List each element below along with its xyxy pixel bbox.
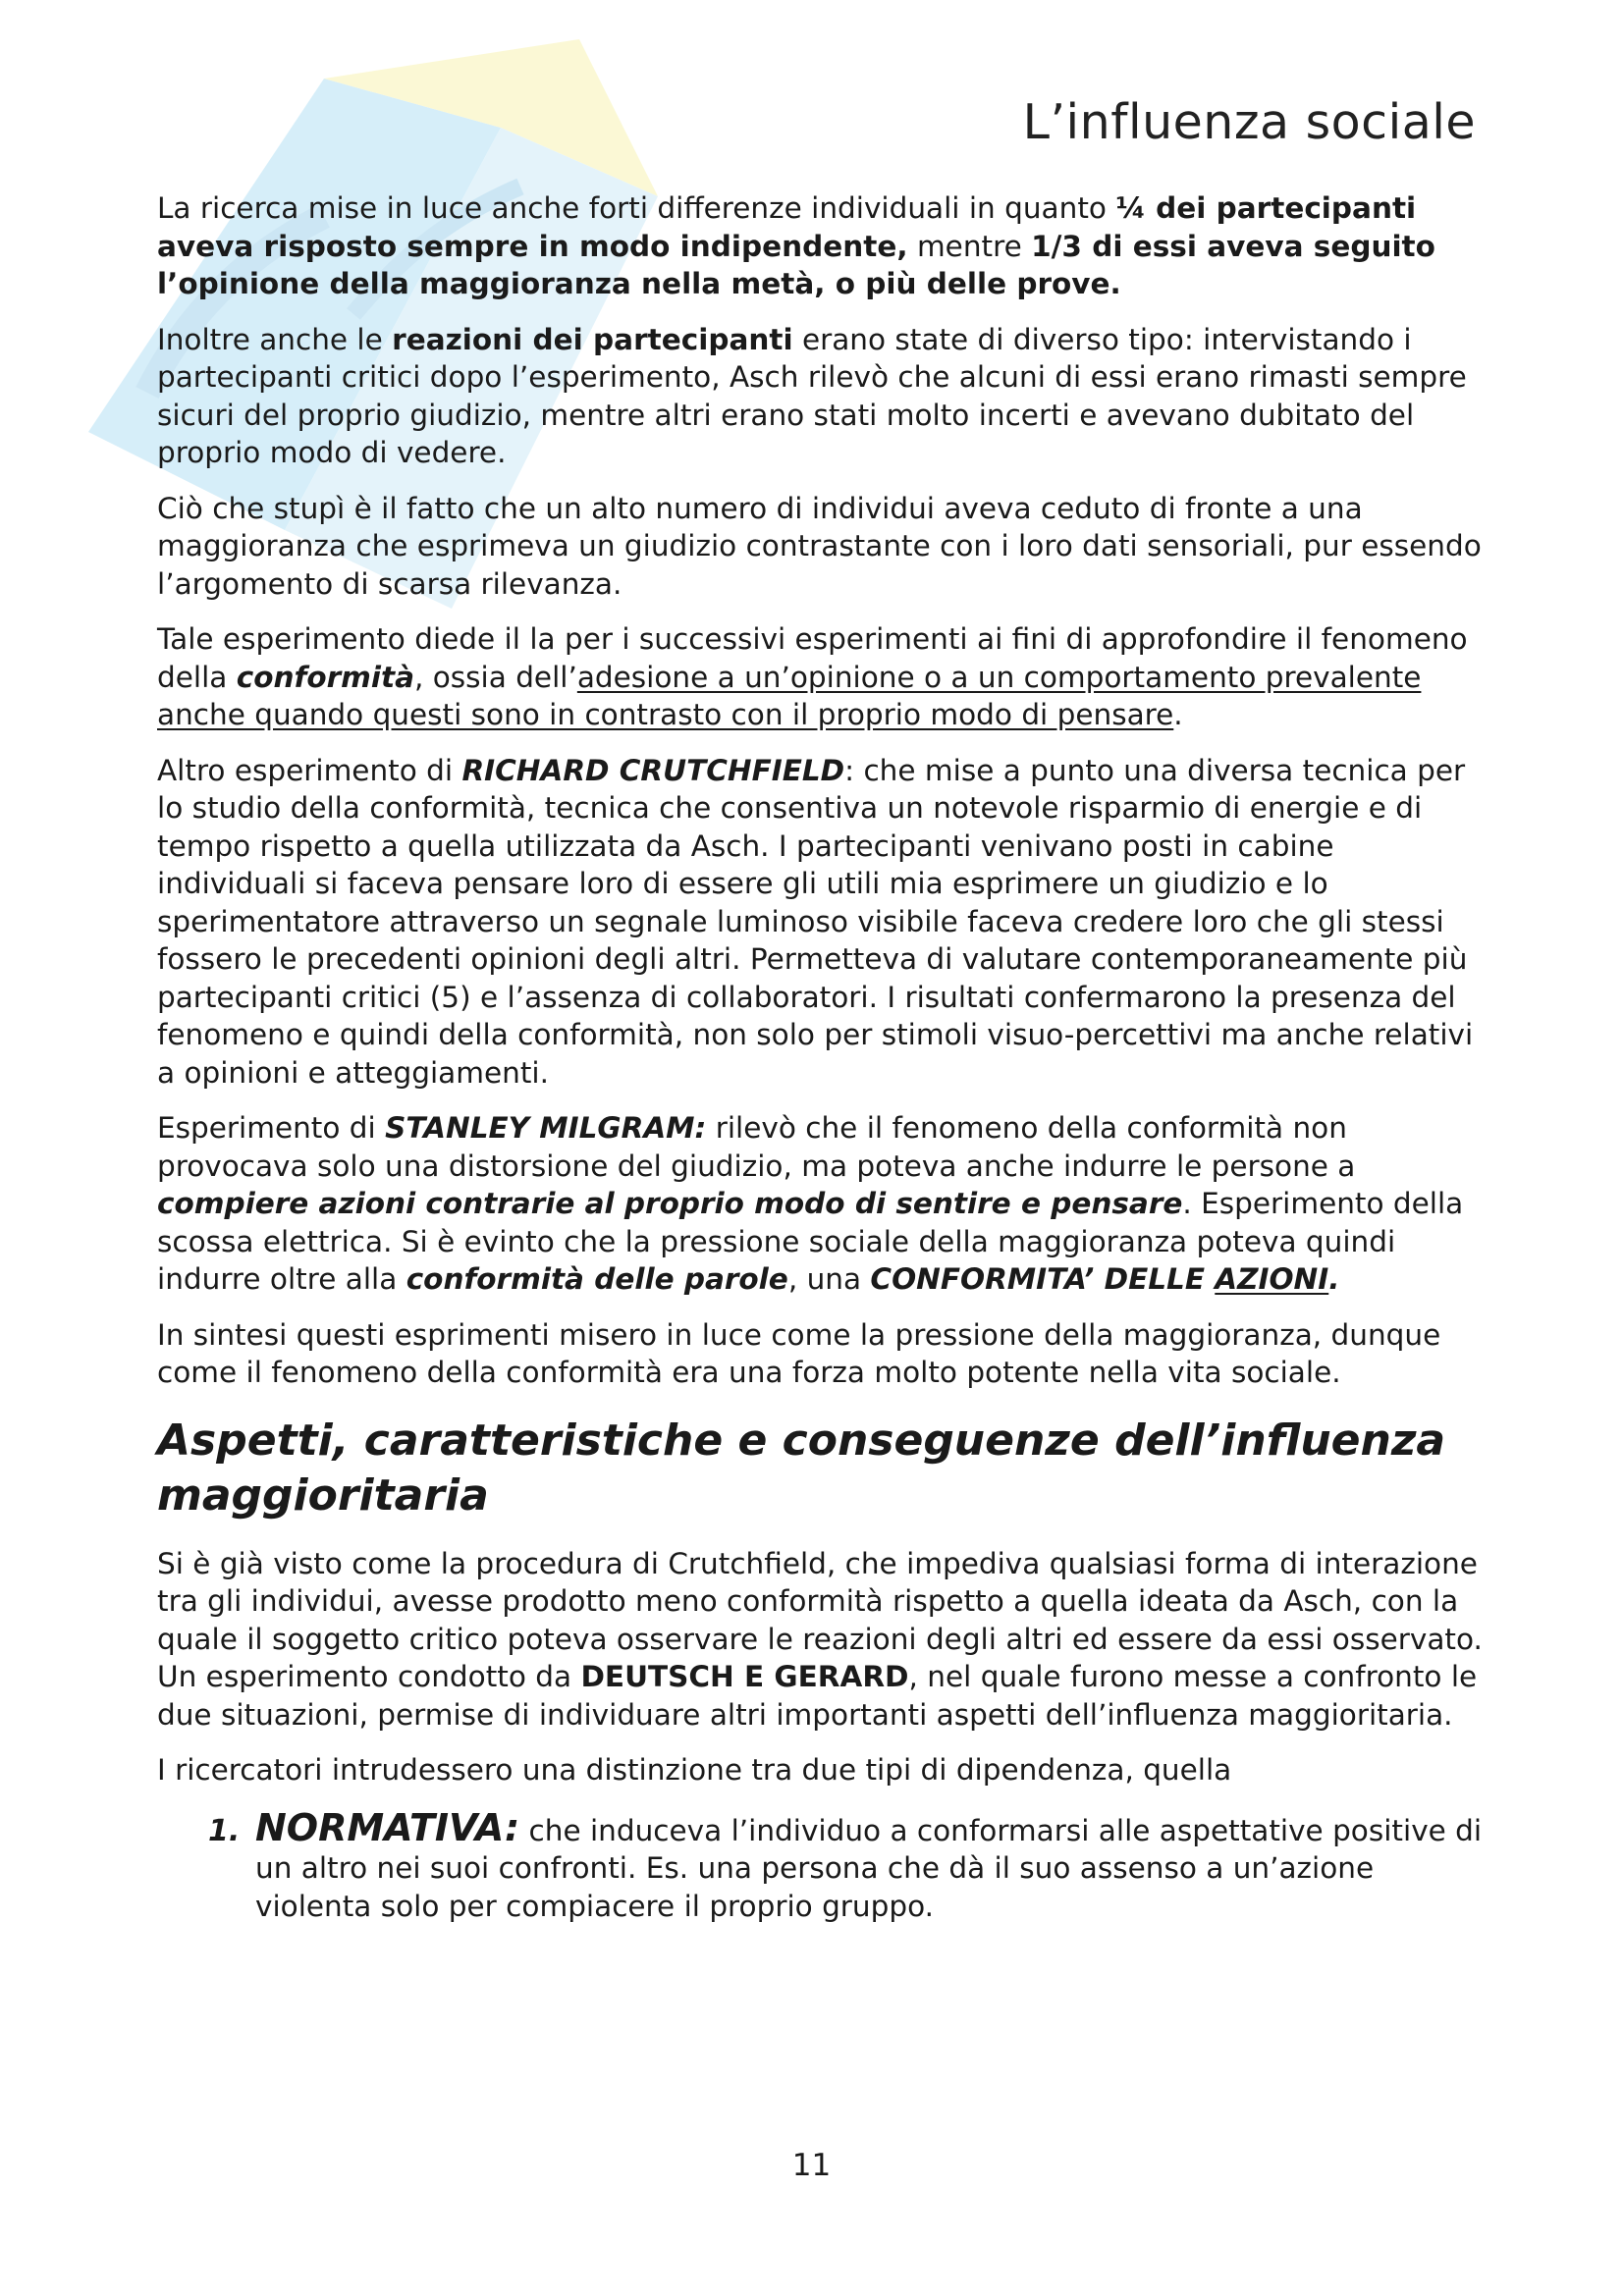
- bold-run: 1/3 di essi aveva seguito l’opinione della maggioranza nella metà, o più delle prove.: [157, 229, 1435, 300]
- page-header-title: L’influenza sociale: [1022, 94, 1476, 150]
- text-run: Esperimento di: [157, 1111, 386, 1145]
- section-heading: Aspetti, caratteristiche e conseguenze dell’influenza maggioritaria: [157, 1415, 1446, 1521]
- text-run: , nel quale furono messe a confronto le due situazioni, permise di individuare altri importanti aspetti dell’influenza maggioritaria.: [157, 1660, 1478, 1732]
- paragraph-4: [157, 620, 1483, 734]
- paragraph-9: [157, 1751, 1483, 1789]
- list-term: NORMATIVA:: [255, 1805, 520, 1849]
- text-run: Altro esperimento di: [157, 753, 462, 787]
- bold-italic-underlined-run: AZIONI: [1215, 1262, 1329, 1296]
- bold-italic-run: CONFORMITA’ DELLE: [870, 1262, 1216, 1296]
- list-text: che induceva l’individuo a conformarsi alle aspettative positive di un altro nei suoi confronti. Es. una persona che dà il suo assenso a un’azione violenta solo per compiacere il proprio gruppo.: [255, 1813, 1483, 1923]
- numbered-list-item-1: [157, 1805, 1483, 1926]
- document-body: [157, 189, 1483, 1925]
- text-run: Ciò che stupì è il fatto che un alto numero di individui aveva ceduto di fronte a una maggioranza che esprimeva un giudizio contrastante con i loro dati sensoriali, pur essendo l’argomento di scarsa rilevanza.: [157, 491, 1482, 601]
- text-run: erano state di diverso tipo: intervistando i partecipanti critici dopo l’esperimento, Asch rilevò che alcuni di essi erano rimasti sempre sicuri del proprio giudizio, mentre altri erano stati molto incerti e avevano dubitato del proprio modo di vedere.: [157, 322, 1467, 469]
- text-run: , ossia dell’: [414, 660, 577, 694]
- text-run: Si è già visto come la procedura di Crutchfield, che impediva qualsiasi forma di interazione tra gli individui, avesse prodotto meno conformità rispetto a quella ideata da Asch, con la quale il soggetto critico poteva osservare le reazioni degli altri ed essere da essi osservato. Un esperimento condotto da: [157, 1546, 1483, 1693]
- text-run: rilevò che il fenomeno della conformità non provocava solo una distorsione del giudizio, ma poteva anche indurre le persone a: [157, 1111, 1356, 1183]
- bold-run: ¼ dei partecipanti aveva risposto sempre in modo indipendente,: [157, 191, 1417, 263]
- paragraph-7: [157, 1316, 1483, 1392]
- paragraph-6: [157, 1109, 1483, 1299]
- paragraph-2: [157, 321, 1483, 472]
- list-number: 1.: [208, 1813, 241, 1848]
- bold-run: DEUTSCH E GERARD: [580, 1660, 909, 1693]
- text-run: : che mise a punto una diversa tecnica per lo studio della conformità, tecnica che consentiva un notevole risparmio di energie e di tempo rispetto a quella utilizzata da Asch. I partecipanti venivano posti in cabine individuali si faceva pensare loro di essere gli utili mia esprimere un giudizio e lo sperimentatore attraverso un segnale luminoso visibile faceva credere loro che gli stessi fossero le precedenti opinioni degli altri. Permetteva di valutare contemporaneamente più partecipanti critici (5) e l’assenza di collaboratori. I risultati confermarono la presenza del fenomeno e quindi della conformità, non solo per stimoli visuo-percettivi ma anche relativi a opinioni e atteggiamenti.: [157, 753, 1474, 1090]
- text-run: , una: [787, 1262, 871, 1296]
- paragraph-5: [157, 752, 1483, 1093]
- text-run: Inoltre anche le: [157, 322, 393, 356]
- text-run: . Esperimento della scossa elettrica. Si è evinto che la pressione sociale della maggioranza poteva quindi indurre oltre alla: [157, 1187, 1464, 1296]
- paragraph-8: [157, 1545, 1483, 1735]
- paragraph-3: [157, 490, 1483, 604]
- bold-italic-run: RICHARD CRUTCHFIELD: [461, 753, 845, 787]
- bold-italic-run: conformità delle parole: [406, 1262, 788, 1296]
- text-run: .: [1173, 698, 1183, 731]
- bold-run: reazioni dei partecipanti: [392, 322, 793, 356]
- text-run: mentre: [907, 229, 1032, 263]
- text-run: La ricerca mise in luce anche forti differenze individuali in quanto: [157, 191, 1116, 225]
- bold-italic-run: compiere azioni contrarie al proprio modo di sentire e pensare: [157, 1187, 1183, 1220]
- underlined-definition: adesione a un’opinione o a un comportamento prevalente anche quando questi sono in contrasto con il proprio modo di pensare: [157, 660, 1422, 731]
- page-number: 11: [791, 2148, 832, 2183]
- bold-italic-run: STANLEY MILGRAM:: [385, 1111, 707, 1145]
- text-run: Tale esperimento diede il la per i successivi esperimenti ai fini di approfondire il fenomeno della: [157, 622, 1468, 694]
- bold-italic-run: .: [1328, 1262, 1340, 1296]
- bold-italic-run: conformità: [236, 660, 414, 694]
- text-run: I ricercatori intrudessero una distinzione tra due tipi di dipendenza, quella: [157, 1753, 1232, 1787]
- text-run: In sintesi questi esprimenti misero in luce come la pressione della maggioranza, dunque come il fenomeno della conformità era una forza molto potente nella vita sociale.: [157, 1317, 1441, 1389]
- paragraph-1: [157, 189, 1483, 303]
